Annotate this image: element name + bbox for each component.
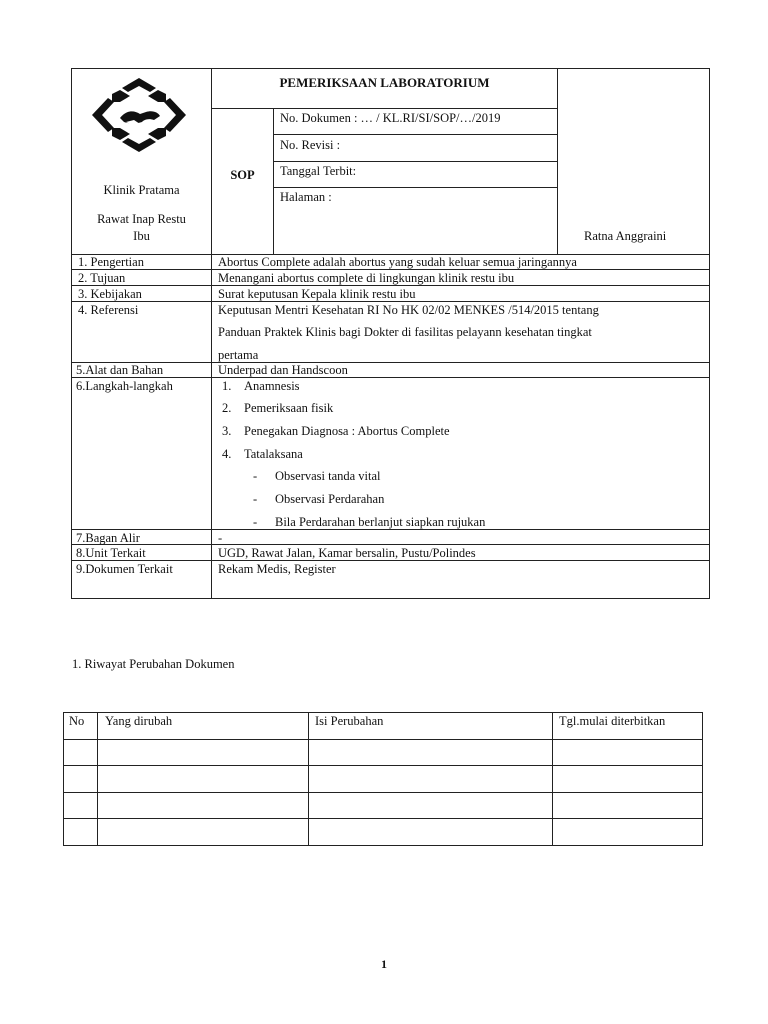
clinic-subtitle-1: Rawat Inap Restu	[97, 212, 186, 226]
row-label-kebijakan: 3. Kebijakan	[78, 287, 142, 301]
step-item: 4. Tatalaksana	[222, 447, 303, 461]
page-field: Halaman :	[280, 190, 332, 204]
substep-item: - Bila Perdarahan berlanjut siapkan rujukan	[253, 515, 486, 529]
history-col-changed: Yang dirubah	[105, 714, 173, 728]
clinic-subtitle-2: Ibu	[133, 229, 150, 243]
page-title: PEMERIKSAAN LABORATORIUM	[279, 75, 490, 90]
row-label-dokumen: 9.Dokumen Terkait	[76, 562, 173, 576]
row-label-unit: 8.Unit Terkait	[76, 546, 146, 560]
revision-number: No. Revisi :	[280, 138, 341, 152]
doc-number: No. Dokumen : … / KL.RI/SI/SOP/…/2019	[280, 111, 501, 125]
step-item: 2. Pemeriksaan fisik	[222, 401, 334, 415]
row-label-langkah: 6.Langkah-langkah	[76, 379, 173, 393]
sop-label: SOP	[230, 168, 255, 182]
row-label-bagan: 7.Bagan Alir	[76, 531, 140, 545]
step-item: 1. Anamnesis	[222, 379, 300, 393]
clinic-name: Klinik Pratama	[103, 183, 180, 197]
history-col-date: Tgl.mulai diterbitkan	[559, 714, 666, 728]
row-label-alat: 5.Alat dan Bahan	[76, 363, 164, 377]
row-value-unit: UGD, Rawat Jalan, Kamar bersalin, Pustu/Polindes	[218, 546, 476, 560]
row-label-pengertian: 1. Pengertian	[78, 255, 144, 269]
history-col-content: Isi Perubahan	[315, 714, 384, 728]
row-label-tujuan: 2. Tujuan	[78, 271, 126, 285]
step-item: 3. Penegakan Diagnosa : Abortus Complete	[222, 424, 450, 438]
row-value-referensi-2: Panduan Praktek Klinis bagi Dokter di fasilitas pelayann kesehatan tingkat	[218, 325, 592, 339]
row-value-referensi-3: pertama	[218, 348, 259, 362]
clinic-logo	[90, 76, 188, 154]
row-value-tujuan: Menangani abortus complete di lingkungan klinik restu ibu	[218, 271, 515, 285]
row-value-referensi-1: Keputusan Mentri Kesehatan RI No HK 02/02 MENKES /514/2015 tentang	[218, 303, 599, 317]
history-col-no: No	[69, 714, 85, 728]
row-label-referensi: 4. Referensi	[78, 303, 139, 317]
row-value-alat: Underpad dan Handscoon	[218, 363, 348, 377]
history-heading: 1. Riwayat Perubahan Dokumen	[72, 657, 235, 671]
page-number: 1	[381, 957, 387, 971]
substep-item: - Observasi tanda vital	[253, 469, 381, 483]
row-value-kebijakan: Surat keputusan Kepala klinik restu ibu	[218, 287, 416, 301]
row-value-pengertian: Abortus Complete adalah abortus yang sudah keluar semua jaringannya	[218, 255, 577, 269]
row-value-dokumen: Rekam Medis, Register	[218, 562, 336, 576]
issue-date: Tanggal Terbit:	[280, 164, 357, 178]
substep-item: - Observasi Perdarahan	[253, 492, 385, 506]
row-value-bagan: -	[218, 531, 223, 545]
signatory-name: Ratna Anggraini	[584, 229, 667, 243]
